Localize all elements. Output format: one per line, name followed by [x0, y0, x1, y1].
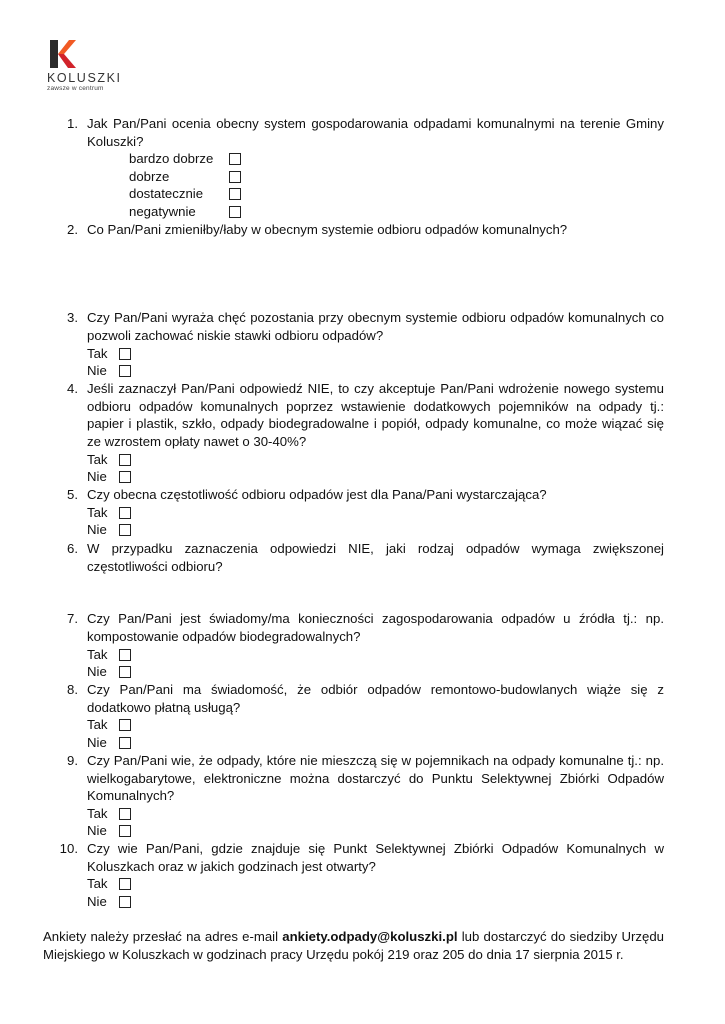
question-1 [67, 115, 664, 150]
option-label: negatywnie [129, 204, 196, 219]
checkbox[interactable] [119, 808, 131, 820]
question-number: 6. [67, 541, 78, 556]
question-number: 1. [67, 116, 78, 131]
option-label: Nie [87, 664, 107, 679]
question-number: 10. [59, 841, 78, 856]
question-text: Czy wie Pan/Pani, gdzie znajduje się Punkt Selektywnej Zbiórki Odpadów Komunalnych w Koluszkach oraz w jakich godzinach jest otwarty? [87, 841, 664, 874]
checkbox[interactable] [119, 471, 131, 483]
checkbox[interactable] [229, 171, 241, 183]
option-label: Nie [87, 823, 107, 838]
note-text-before: Ankiety należy przesłać na adres e-mail [43, 929, 283, 944]
question-2 [67, 221, 664, 239]
koluszki-logo [47, 38, 122, 93]
option-label: bardzo dobrze [129, 151, 214, 166]
checkbox[interactable] [119, 825, 131, 837]
checkbox[interactable] [119, 454, 131, 466]
option-label: Nie [87, 735, 107, 750]
checkbox[interactable] [119, 507, 131, 519]
contact-email[interactable]: ankiety.odpady@koluszki.pl [282, 929, 458, 944]
koluszki-k-icon [47, 38, 77, 70]
option-label: Tak [87, 717, 108, 732]
question-8 [67, 681, 664, 716]
checkbox[interactable] [229, 153, 241, 165]
question-number: 3. [67, 310, 78, 325]
option-label: Tak [87, 505, 108, 520]
question-text: Jak Pan/Pani ocenia obecny system gospodarowania odpadami komunalnymi na terenie Gminy Koluszki? [87, 116, 664, 149]
option-label: Tak [87, 452, 108, 467]
question-text: Czy Pan/Pani ma świadomość, że odbiór odpadów remontowo-budowlanych wiąże się z dodatkowo płatną usługą? [87, 682, 664, 715]
question-text: Czy Pan/Pani wyraża chęć pozostania przy obecnym systemie odbioru odpadów komunalnych co pozwoli zachować niskie stawki odbioru odpadów? [87, 310, 664, 343]
checkbox[interactable] [119, 649, 131, 661]
question-3 [67, 309, 664, 344]
option-label: Tak [87, 806, 108, 821]
submission-note [43, 928, 664, 964]
checkbox[interactable] [229, 188, 241, 200]
question-text: Czy Pan/Pani wie, że odpady, które nie mieszczą się w pojemnikach na odpady komunalne tj.: np. wielkogabarytowe, elektroniczne można dostarczyć do Punktu Selektywnej Zbiórki Odpadów Komunalnych? [87, 753, 664, 804]
question-text: Co Pan/Pani zmieniłby/łaby w obecnym systemie odbioru odpadów komunalnych? [87, 222, 568, 237]
question-10 [59, 840, 664, 875]
logo-tagline: zawsze w centrum [47, 85, 104, 92]
option-label: dobrze [129, 169, 170, 184]
question-text: Jeśli zaznaczył Pan/Pani odpowiedź NIE, to czy akceptuje Pan/Pani wdrożenie nowego systemu odbioru odpadów komunalnych poprzez wstawienie dodatkowych pojemników na odpady tj.: papier i plastik, szkło, odpady biodegradowalne i popiół, odpady komunalne, co może wiązać się ze wzrostem opłaty nawet o 30-40%? [87, 381, 664, 449]
question-number: 2. [67, 222, 78, 237]
checkbox[interactable] [119, 365, 131, 377]
option-label: dostatecznie [129, 186, 204, 201]
logo-name: KOLUSZKI [47, 71, 122, 85]
question-5 [67, 486, 664, 504]
checkbox[interactable] [119, 737, 131, 749]
question-number: 7. [67, 611, 78, 626]
checkbox[interactable] [119, 896, 131, 908]
question-text: W przypadku zaznaczenia odpowiedzi NIE, jaki rodzaj odpadów wymaga zwiększonej częstotliwości odbioru? [87, 541, 664, 574]
question-9 [67, 752, 664, 805]
checkbox[interactable] [119, 666, 131, 678]
option-label: Nie [87, 522, 107, 537]
question-text: Czy Pan/Pani jest świadomy/ma konieczności zagospodarowania odpadów u źródła tj.: np. kompostowanie odpadów biodegradowalnych? [87, 611, 664, 644]
checkbox[interactable] [119, 348, 131, 360]
checkbox[interactable] [229, 206, 241, 218]
question-number: 5. [67, 487, 78, 502]
question-number: 8. [67, 682, 78, 697]
option-label: Nie [87, 894, 107, 909]
question-number: 9. [67, 753, 78, 768]
option-label: Nie [87, 363, 107, 378]
question-text: Czy obecna częstotliwość odbioru odpadów jest dla Pana/Pani wystarczająca? [87, 487, 547, 502]
checkbox[interactable] [119, 524, 131, 536]
question-7 [67, 610, 664, 645]
note-text-after: lub dostarczyć do siedziby Urzędu Miejskiego w Koluszkach w godzinach pracy Urzędu pokój 219 oraz 205 do dnia 17 sierpnia 2015 r. [43, 929, 664, 962]
option-label: Tak [87, 346, 108, 361]
checkbox[interactable] [119, 719, 131, 731]
checkbox[interactable] [119, 878, 131, 890]
option-label: Nie [87, 469, 107, 484]
option-label: Tak [87, 876, 108, 891]
option-label: Tak [87, 647, 108, 662]
question-number: 4. [67, 381, 78, 396]
question-4 [67, 380, 664, 450]
question-6 [67, 540, 664, 575]
